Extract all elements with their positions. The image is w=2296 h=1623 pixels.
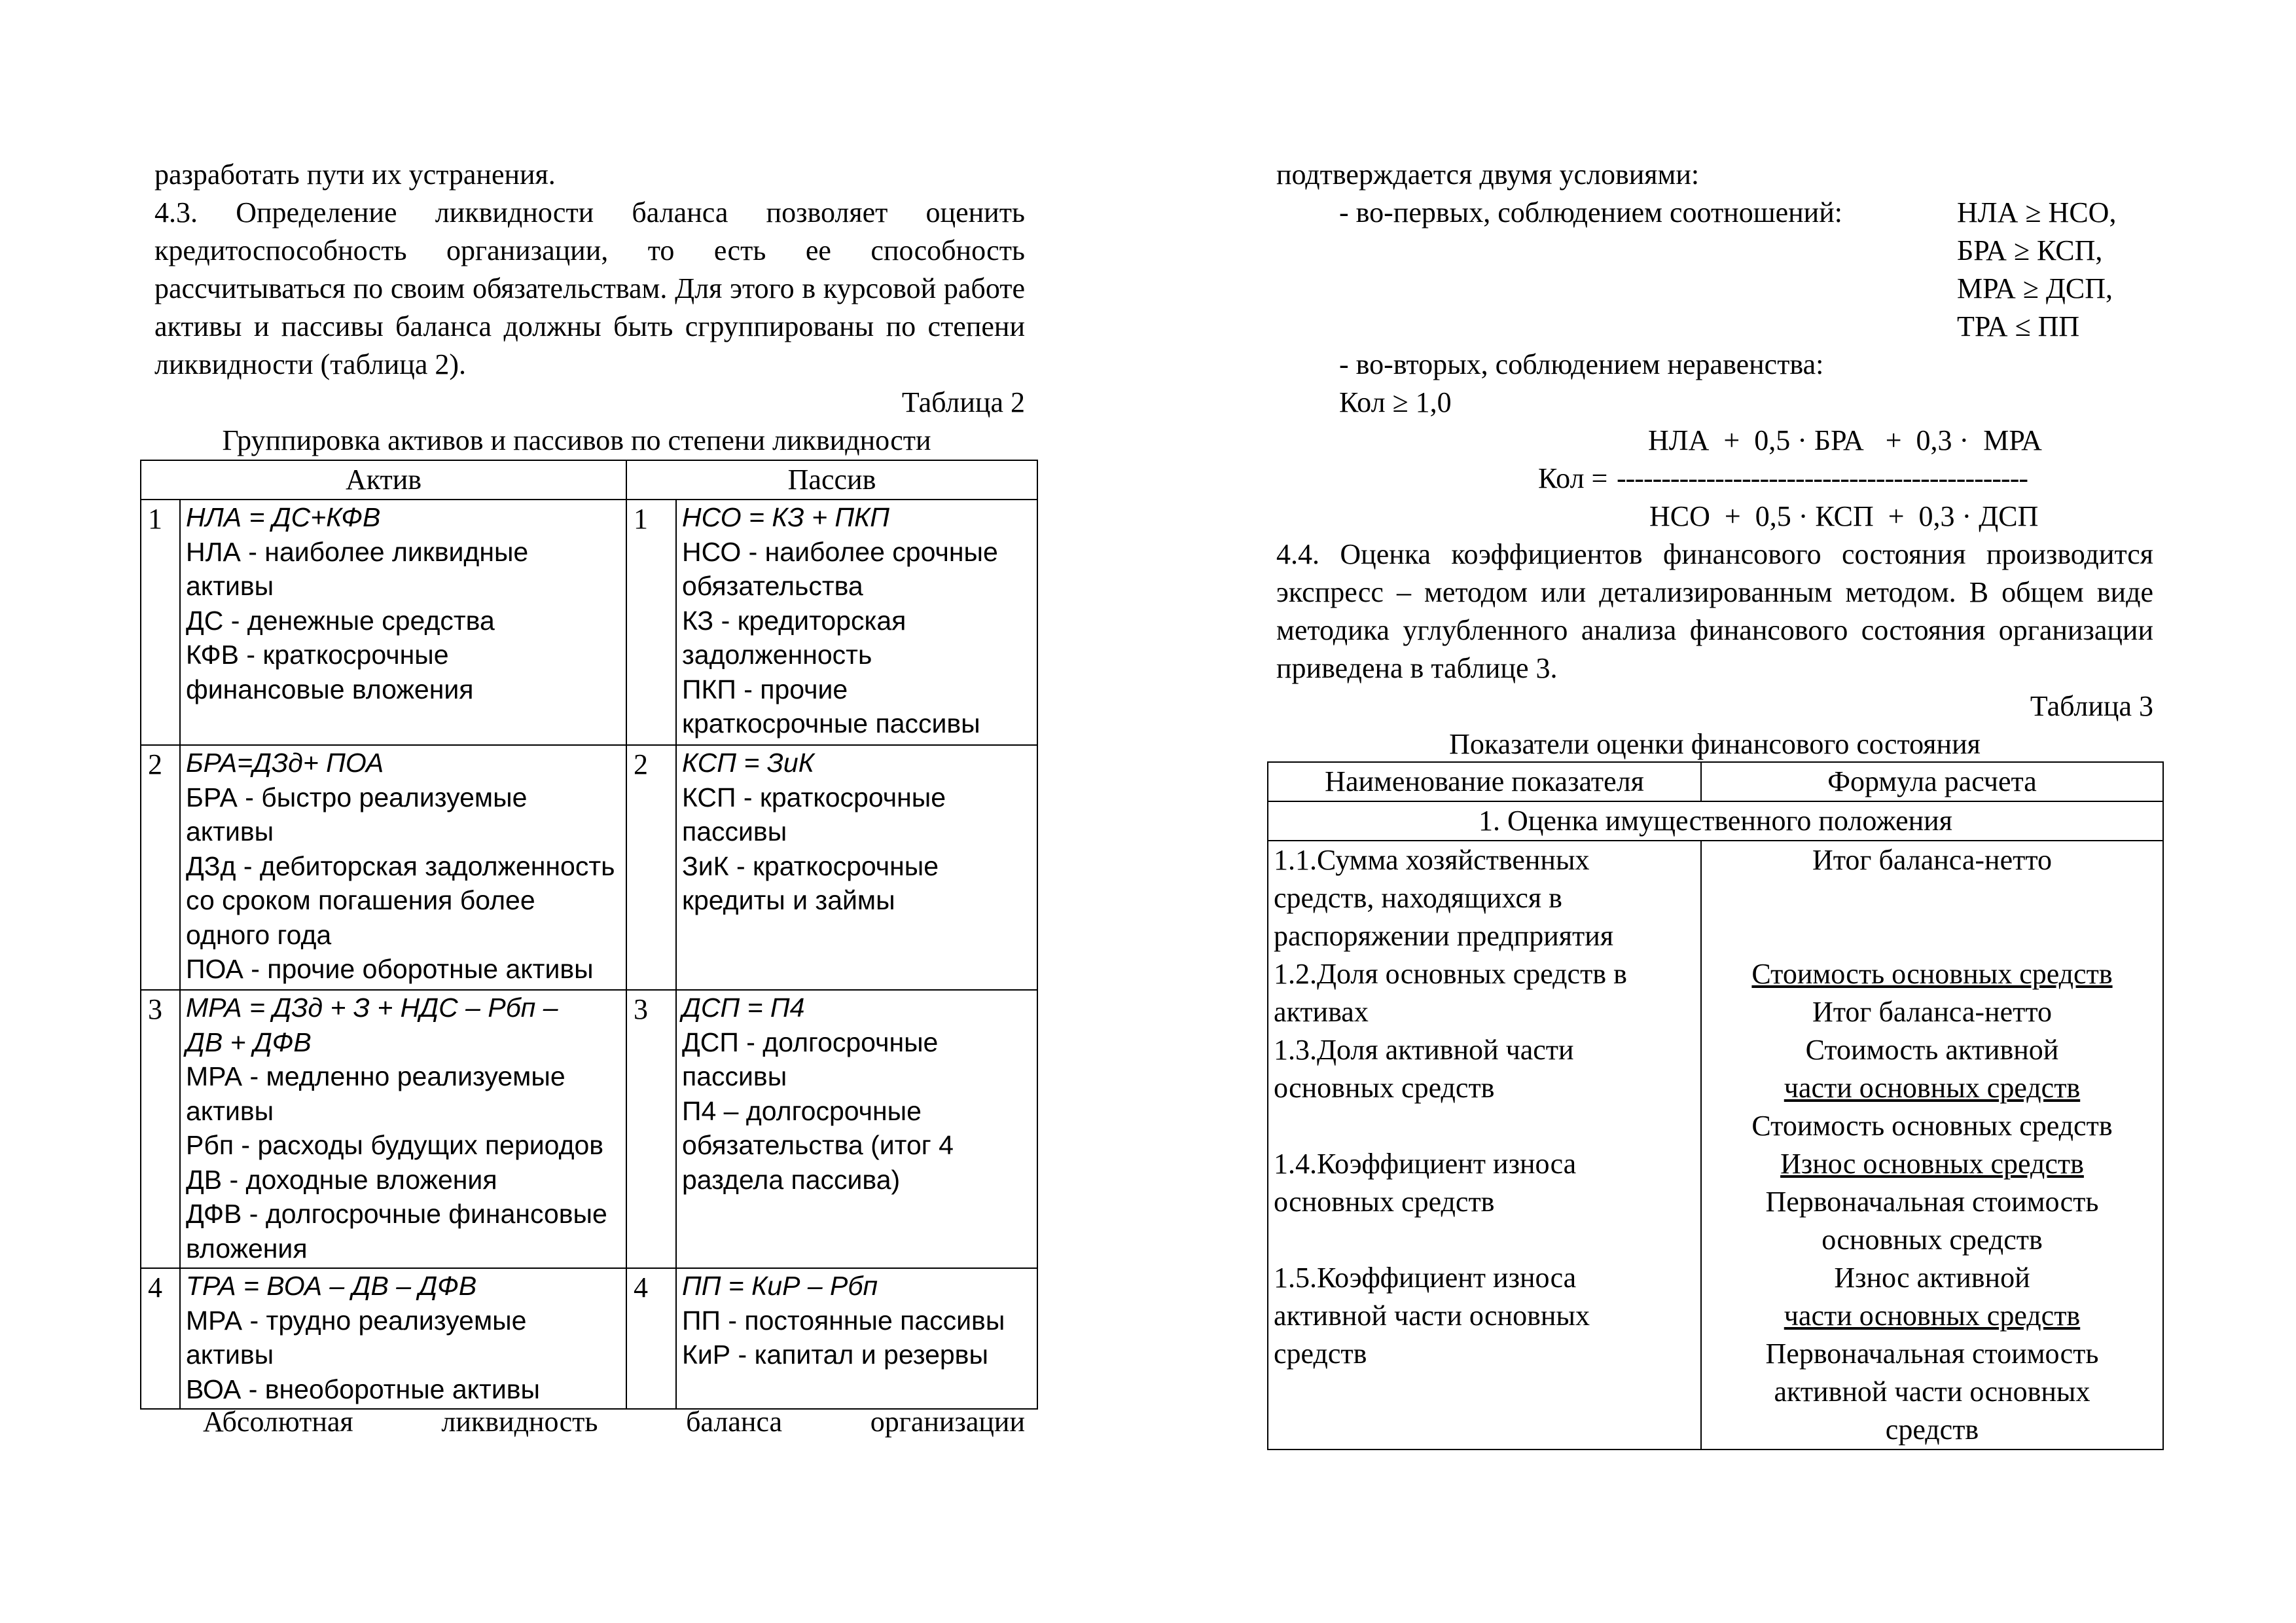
- relations-list: [1957, 194, 2116, 346]
- liability-formula: НСО = КЗ + ПКП: [682, 502, 890, 532]
- indicator-name: 1.2.Доля основных средств в: [1274, 958, 1627, 990]
- asset-line: Рбп - расходы будущих периодов: [186, 1130, 604, 1160]
- formula-line: Стоимость основных средств: [1751, 1110, 2113, 1142]
- formula-line: активной части основных: [1774, 1376, 2090, 1408]
- table-row: [141, 745, 1037, 990]
- indicator-name: 1.3.Доля активной части: [1274, 1034, 1574, 1066]
- asset-line: МРА - медленно реализуемые: [186, 1061, 565, 1091]
- liability-formula: КСП = ЗиК: [682, 748, 814, 778]
- row-number: 3: [141, 990, 180, 1268]
- asset-line: активы: [186, 1095, 274, 1126]
- row-number: 2: [141, 745, 180, 990]
- formula-line: Итог баланса-нетто: [1812, 844, 2052, 876]
- liability-cell: [676, 500, 1037, 745]
- formula-line: части основных средств: [1784, 1072, 2081, 1104]
- indicator-names-cell: [1268, 841, 1701, 1450]
- left-paragraph-2: 4.3. Определение ликвидности баланса позволяет оценить кредитоспособность организации, то есть ее способность рассчитываться по своим обязательствам. Для этого в курсовой работе активы и пассивы баланса должны быть сгруппированы по степени ликвидности (таблица 2).: [154, 196, 1025, 380]
- formula-line: Износ активной: [1834, 1262, 2030, 1294]
- row-number: 1: [141, 500, 180, 745]
- indicator-name: основных средств: [1274, 1186, 1495, 1218]
- table2-header-liability: Пассив: [626, 460, 1037, 500]
- table-row: [141, 500, 1037, 745]
- k-inequality: Кол ≥ 1,0: [1339, 386, 1452, 418]
- asset-line: ДФВ - долгосрочные финансовые: [186, 1199, 607, 1229]
- asset-line: БРА - быстро реализуемые: [186, 782, 528, 812]
- liability-line: НСО - наиболее срочные: [682, 536, 998, 567]
- left-paragraph-1: разработать пути их устранения.: [154, 158, 556, 191]
- formula-line: Итог баланса-нетто: [1812, 996, 2052, 1028]
- table3-header-formula: Формула расчета: [1701, 762, 2163, 801]
- formula-lhs: Кол =: [1538, 462, 1615, 494]
- liability-line: П4 – долгосрочные: [682, 1095, 922, 1126]
- asset-formula: ТРА = ВОА – ДВ – ДФВ: [186, 1271, 477, 1301]
- formula-line: Первоначальная стоимость: [1765, 1186, 2099, 1218]
- liability-line: пассивы: [682, 816, 787, 847]
- asset-line: ПОА - прочие оборотные активы: [186, 954, 594, 984]
- asset-formula: МРА = ДЗд + З + НДС – Рбп –: [186, 993, 558, 1023]
- asset-line: КФВ - краткосрочные: [186, 640, 449, 670]
- financial-indicators-table: [1267, 761, 2164, 1450]
- relation-item: ТРА ≤ ПП: [1957, 310, 2080, 342]
- formula-line: средств: [1885, 1413, 1979, 1446]
- formula-line: Износ основных средств: [1780, 1148, 2084, 1180]
- liability-cell: [676, 1268, 1037, 1409]
- relation-item: БРА ≥ КСП,: [1957, 234, 2103, 266]
- formula-line: Стоимость основных средств: [1751, 958, 2113, 990]
- liability-line: КЗ - кредиторская: [682, 605, 906, 636]
- table2-title: Группировка активов и пассивов по степени ликвидности: [222, 424, 931, 456]
- row-number: 4: [626, 1268, 676, 1409]
- relation-item: МРА ≥ ДСП,: [1957, 272, 2113, 304]
- liability-line: КиР - капитал и резервы: [682, 1340, 988, 1370]
- asset-formula: ДВ + ДФВ: [186, 1027, 312, 1057]
- asset-cell: [180, 500, 626, 745]
- asset-line: финансовые вложения: [186, 674, 474, 704]
- indicator-name: 1.4.Коэффициент износа: [1274, 1148, 1577, 1180]
- asset-formula: БРА=ДЗд+ ПОА: [186, 748, 384, 778]
- right-column: [1276, 156, 2153, 763]
- indicator-name: средств, находящихся в: [1274, 882, 1562, 914]
- liquidity-table: [140, 460, 1038, 1410]
- table-row: [141, 990, 1037, 1268]
- formula-line: Стоимость активной: [1805, 1034, 2059, 1066]
- liability-cell: [676, 745, 1037, 990]
- indicator-name: основных средств: [1274, 1072, 1495, 1104]
- formula-block: [1276, 422, 2153, 536]
- liability-line: раздела пассива): [682, 1164, 901, 1195]
- table3-label: Таблица 3: [2030, 690, 2153, 722]
- table3-header-name: Наименование показателя: [1268, 762, 1701, 801]
- row-number: 1: [626, 500, 676, 745]
- formula-line: Первоначальная стоимость: [1765, 1338, 2099, 1370]
- asset-formula: НЛА = ДС+КФВ: [186, 502, 381, 532]
- asset-line: активы: [186, 816, 274, 847]
- asset-line: активы: [186, 1340, 274, 1370]
- table2-header-asset: Актив: [141, 460, 626, 500]
- liability-line: задолженность: [682, 640, 872, 670]
- liability-line: ПКП - прочие: [682, 674, 848, 704]
- liability-formula: ПП = КиР – Рбп: [682, 1271, 878, 1301]
- formula-denominator: НСО + 0,5 · КСП + 0,3 · ДСП: [1649, 500, 2039, 532]
- liability-line: ДСП - долгосрочные: [682, 1027, 939, 1057]
- conditions-block: [1276, 194, 2153, 346]
- table-row: [141, 1268, 1037, 1409]
- liability-cell: [676, 990, 1037, 1268]
- formula-line: основных средств: [1821, 1224, 2043, 1256]
- left-column: [154, 156, 1025, 460]
- asset-cell: [180, 990, 626, 1268]
- liability-formula: ДСП = П4: [682, 993, 805, 1023]
- condition-2-label: - во-вторых, соблюдением неравенства:: [1339, 348, 1824, 380]
- formula-line: части основных средств: [1784, 1300, 2081, 1332]
- left-after-table-text: Абсолютная ликвидность баланса организации: [203, 1406, 1025, 1438]
- formula-cell: [1701, 841, 2163, 1450]
- indicator-name: активной части основных: [1274, 1300, 1590, 1332]
- liability-line: обязательства (итог 4: [682, 1130, 954, 1160]
- indicator-name: средств: [1274, 1338, 1367, 1370]
- relation-item: НЛА ≥ НСО,: [1957, 196, 2117, 228]
- liability-line: обязательства: [682, 571, 863, 601]
- liability-line: КСП - краткосрочные: [682, 782, 946, 812]
- indicator-name: 1.5.Коэффициент износа: [1274, 1262, 1577, 1294]
- indicator-name: 1.1.Сумма хозяйственных: [1274, 844, 1590, 876]
- condition-1-label: - во-первых, соблюдением соотношений:: [1339, 196, 1842, 228]
- asset-line: активы: [186, 571, 274, 601]
- indicator-name: активах: [1274, 996, 1369, 1028]
- table2-label: Таблица 2: [901, 386, 1025, 418]
- asset-line: со сроком погашения более: [186, 885, 535, 915]
- row-number: 3: [626, 990, 676, 1268]
- row-number: 4: [141, 1268, 180, 1409]
- right-paragraph-2: 4.4. Оценка коэффициентов финансового состояния производится экспресс – методом или детализированным методом. В общем виде методика углубленного анализа финансового состояния организации приведена в таблице 3.: [1276, 538, 2153, 684]
- right-paragraph-1: подтверждается двумя условиями:: [1276, 158, 1700, 191]
- liability-line: кредиты и займы: [682, 885, 895, 915]
- asset-line: НЛА - наиболее ликвидные: [186, 536, 529, 567]
- row-number: 2: [626, 745, 676, 990]
- table3-title: Показатели оценки финансового состояния: [1449, 728, 1981, 760]
- asset-cell: [180, 1268, 626, 1409]
- asset-cell: [180, 745, 626, 990]
- formula-numerator: НЛА + 0,5 · БРА + 0,3 · МРА: [1648, 424, 2042, 456]
- asset-line: вложения: [186, 1233, 308, 1264]
- liability-line: краткосрочные пассивы: [682, 708, 980, 739]
- indicator-name: распоряжении предприятия: [1274, 920, 1614, 952]
- liability-line: ПП - постоянные пассивы: [682, 1305, 1005, 1336]
- asset-line: ВОА - внеоборотные активы: [186, 1374, 540, 1404]
- liability-line: ЗиК - краткосрочные: [682, 850, 939, 881]
- asset-line: ДЗд - дебиторская задолженность: [186, 850, 615, 881]
- asset-line: одного года: [186, 919, 332, 950]
- asset-line: ДС - денежные средства: [186, 605, 495, 636]
- table-row: [1268, 841, 2163, 1450]
- liability-line: пассивы: [682, 1061, 787, 1091]
- formula-fraction-line: ----------------------------------------------: [1617, 462, 2028, 494]
- asset-line: МРА - трудно реализуемые: [186, 1305, 527, 1336]
- table3-section-title: 1. Оценка имущественного положения: [1268, 801, 2163, 841]
- asset-line: ДВ - доходные вложения: [186, 1164, 497, 1195]
